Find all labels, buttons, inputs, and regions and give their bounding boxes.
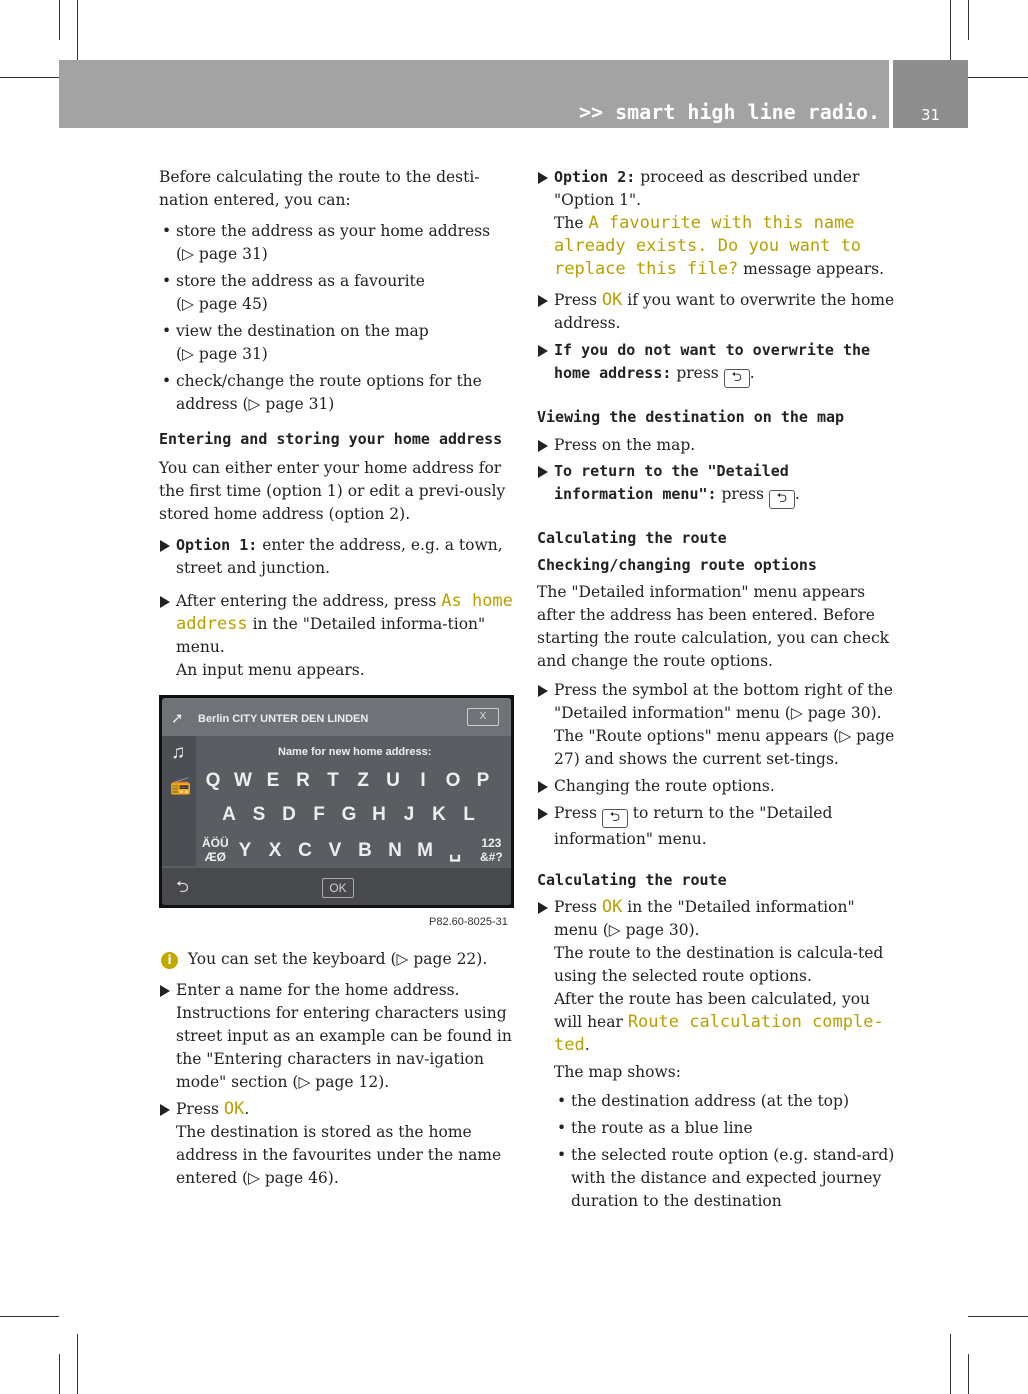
screen-destination: Berlin CITY UNTER DEN LINDEN xyxy=(198,713,369,725)
list-item: • store the address as a favourite (▷ page 45) xyxy=(159,270,517,316)
check-para: The "Detailed information" menu appears after the address has been entered. Before starting the route calculation, you can check and change the route options. xyxy=(537,583,890,670)
crop-mark xyxy=(950,0,951,60)
key[interactable]: Z xyxy=(357,770,369,791)
umlaut-key[interactable]: ÄÖÜ ÆØ xyxy=(202,836,229,864)
list-item: • the selected route option (e.g. stand-ard) with the distance and expected journey duration to the destination xyxy=(554,1144,895,1213)
left-column xyxy=(159,166,517,682)
key[interactable]: P xyxy=(476,770,490,791)
crop-mark xyxy=(968,1316,1028,1317)
symbols-key[interactable]: 123 &#? xyxy=(480,836,503,864)
key[interactable]: S xyxy=(252,804,266,825)
home-address-para: You can either enter your home address for the first time (option 1) or edit a previ-ously stored home address (option 2). xyxy=(159,459,506,523)
radio-icon: 📻 xyxy=(170,776,192,795)
key[interactable]: I xyxy=(420,770,426,791)
keyboard-row-1 xyxy=(198,770,498,792)
screen-prompt: Name for new home address: xyxy=(278,746,432,758)
info-note: i You can set the keyboard (▷ page 22). xyxy=(159,948,517,971)
key[interactable]: W xyxy=(234,770,252,791)
crop-mark xyxy=(968,77,1028,78)
step-after-entering: After entering the address, press As home address in the "Detailed informa-tion" menu. An input menu appears. xyxy=(159,590,517,682)
crop-mark xyxy=(59,1354,60,1394)
key[interactable]: C xyxy=(298,840,312,861)
list-item: • check/change the route options for the address (▷ page 31) xyxy=(159,370,517,416)
crop-mark xyxy=(0,1316,59,1317)
list-item: • the route as a blue line xyxy=(554,1117,895,1140)
space-key[interactable]: ␣ xyxy=(448,841,462,862)
step-no-overwrite: If you do not want to overwrite the home address: press ⮌ . xyxy=(537,339,895,388)
info-icon: i xyxy=(161,952,178,969)
step-press-symbol: Press the symbol at the bottom right of the "Detailed information" menu (▷ page 30). The "Route options" menu appears (▷ page 27) and shows the current set-tings. xyxy=(537,679,895,771)
back-button-icon: ⮌ xyxy=(602,809,628,828)
key[interactable]: F xyxy=(313,804,325,825)
step-press-map: Press on the map. xyxy=(537,434,895,457)
step-press-ok-overwrite: Press OK if you want to overwrite the home address. xyxy=(537,289,895,335)
screen-close-button[interactable]: X xyxy=(467,708,499,726)
key[interactable]: X xyxy=(268,840,282,861)
step-return: To return to the "Detailed information menu": press ⮌ . xyxy=(537,460,895,509)
key[interactable]: L xyxy=(463,804,475,825)
key[interactable]: E xyxy=(266,770,280,791)
list-item: • view the destination on the map (▷ page 31) xyxy=(159,320,517,366)
map-shows: The map shows: xyxy=(554,1063,681,1081)
key[interactable]: R xyxy=(296,770,310,791)
step-press-back: Press ⮌ to return to the "Detailed information" menu. xyxy=(537,802,895,851)
crop-mark xyxy=(59,0,60,40)
key[interactable]: J xyxy=(403,804,415,825)
key[interactable]: K xyxy=(432,804,446,825)
left-column-lower xyxy=(159,948,517,1190)
key[interactable]: Q xyxy=(205,770,221,791)
crop-mark xyxy=(0,77,59,78)
back-button-icon: ⮌ xyxy=(769,490,795,509)
list-item: • the destination address (at the top) xyxy=(554,1090,895,1113)
list-item: • store the address as your home address (▷ page 31) xyxy=(159,220,517,266)
key[interactable]: B xyxy=(358,840,372,861)
intro-text: Before calculating the route to the desti-nation entered, you can: xyxy=(159,168,480,209)
figure-reference: P82.60-8025-31 xyxy=(429,916,508,928)
key[interactable]: H xyxy=(372,804,386,825)
heading-view-map: Viewing the destination on the map xyxy=(537,408,845,426)
heading-calculating: Calculating the route xyxy=(537,529,727,547)
screen-ok-button[interactable]: OK xyxy=(322,878,354,898)
back-button-icon: ⮌ xyxy=(724,369,750,388)
key[interactable]: Y xyxy=(238,840,252,861)
crop-mark xyxy=(968,0,969,40)
key[interactable]: T xyxy=(327,770,339,791)
page-number: 31 xyxy=(920,106,941,124)
step-press-ok: Press OK. The destination is stored as the home address in the favourites under the name entered (▷ page 46). xyxy=(159,1098,517,1190)
step-changing: Changing the route options. xyxy=(537,775,895,798)
crop-mark xyxy=(968,1354,969,1394)
keyboard-row-3 xyxy=(230,840,470,863)
crop-mark xyxy=(950,1334,951,1394)
key[interactable]: N xyxy=(388,840,402,861)
key[interactable]: M xyxy=(417,840,433,861)
heading-calculating-2: Calculating the route xyxy=(537,871,727,889)
key[interactable]: V xyxy=(328,840,342,861)
key[interactable]: O xyxy=(445,770,461,791)
key[interactable]: G xyxy=(341,804,357,825)
crop-mark xyxy=(77,1334,78,1394)
step-option1: Option 1: enter the address, e.g. a town, street and junction. xyxy=(159,534,517,580)
key[interactable]: A xyxy=(222,804,236,825)
crop-mark xyxy=(77,0,78,60)
key[interactable]: D xyxy=(282,804,296,825)
navigate-arrow-icon: ➚ xyxy=(171,710,184,727)
step-calc-ok: Press OK in the "Detailed information" menu (▷ page 30). The route to the destination is calcula-ted using the selected route options. After the route has been calculated, you will hear Route calculation comple-ted. xyxy=(537,896,895,1057)
back-icon[interactable]: ⮌ xyxy=(176,879,189,896)
navigation-screen xyxy=(159,695,514,908)
music-icon: ♫ xyxy=(171,742,186,763)
step-option2: Option 2: proceed as described under "Option 1". The A favourite with this name already exists. Do you want to replace this file? message appears. xyxy=(537,166,895,281)
step-enter-name: Enter a name for the home address. Instructions for entering characters using street input as an example can be found in the "Entering characters in nav-igation mode" section (▷ page 12). xyxy=(159,979,517,1094)
right-column xyxy=(537,166,895,1213)
keyboard-row-2 xyxy=(214,804,484,826)
section-title: >> smart high line radio. xyxy=(578,100,880,124)
heading-checking: Checking/changing route options xyxy=(537,556,817,574)
key[interactable]: U xyxy=(386,770,400,791)
heading-home-address: Entering and storing your home address xyxy=(159,430,503,448)
